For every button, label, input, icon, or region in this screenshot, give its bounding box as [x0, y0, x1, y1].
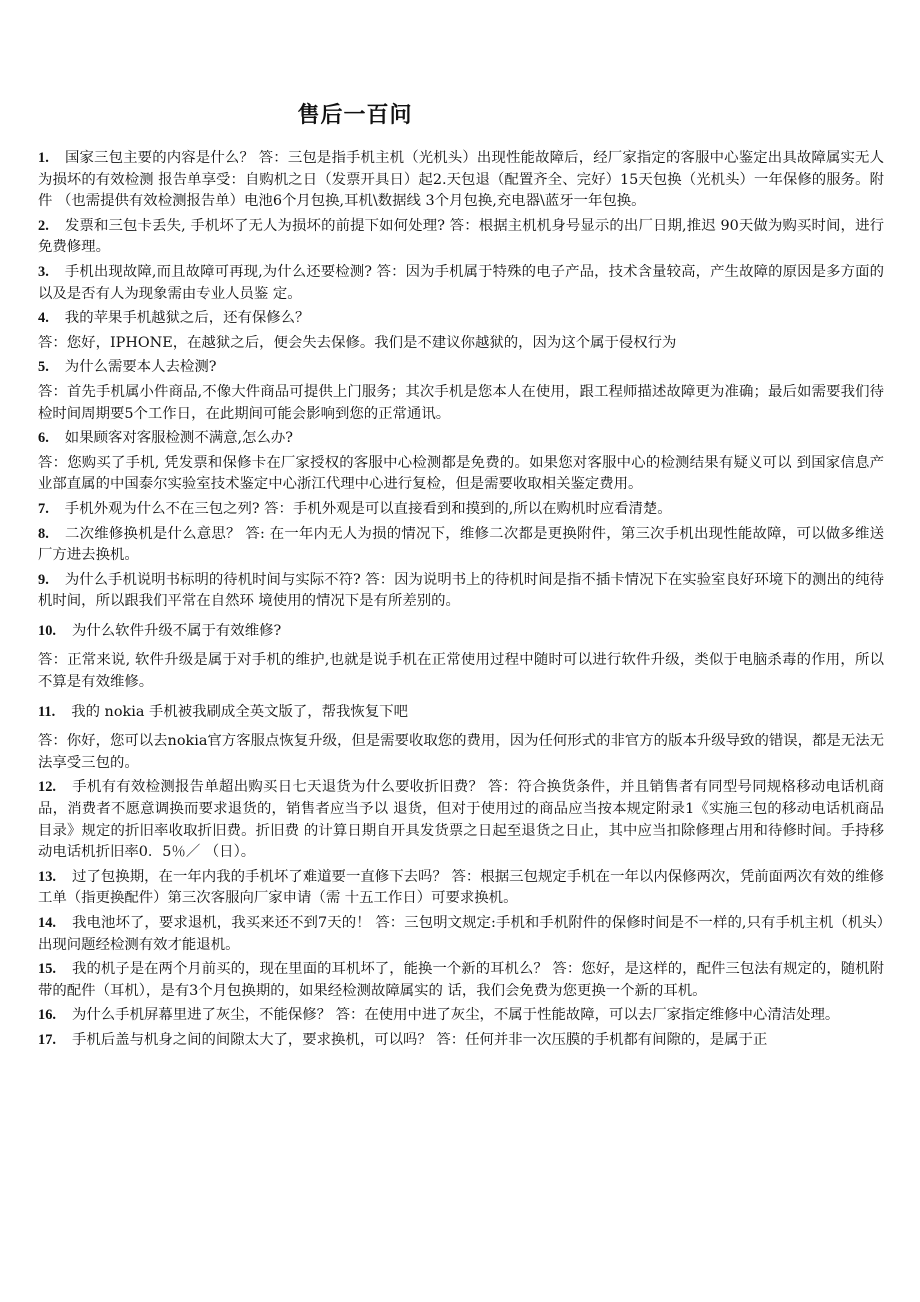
paragraph — [38, 357, 884, 379]
paragraph-text: 二次维修换机是什么意思？ 答: 在一年内无人为损的情况下，维修二次都是更换附件，第三次手机出现性能故障，可以做多维送厂方进去换机。 — [38, 525, 884, 564]
item-number: 8. — [38, 525, 49, 542]
paragraph — [38, 216, 884, 259]
paragraph — [38, 913, 884, 956]
paragraph — [38, 867, 884, 910]
paragraph — [38, 621, 884, 643]
item-number: 7. — [38, 500, 49, 517]
paragraph — [38, 959, 884, 1002]
paragraph — [38, 428, 884, 450]
item-number: 11. — [38, 703, 56, 720]
paragraph-text: 我的 nokia 手机被我刷成全英文版了，帮我恢复下吧 — [71, 703, 409, 720]
paragraph — [38, 499, 884, 521]
item-number: 13. — [38, 868, 56, 885]
paragraph — [38, 148, 884, 213]
item-number: 4. — [38, 310, 49, 327]
paragraph — [38, 262, 884, 305]
paragraph-text: 如果顾客对客服检测不满意,怎么办? — [64, 430, 293, 447]
item-number: 5. — [38, 359, 49, 376]
item-number: 10. — [38, 622, 56, 639]
paragraph — [38, 570, 884, 613]
paragraph-text: 为什么手机屏幕里进了灰尘，不能保修？ 答：在使用中进了灰尘，不属于性能故障，可以去厂家指定维修中心清洁处理。 — [72, 1007, 840, 1024]
paragraph — [38, 777, 884, 863]
item-number: 12. — [38, 779, 56, 796]
document-title: 售后一百问 — [297, 103, 413, 128]
answer-paragraph — [38, 731, 884, 774]
paragraph-text: 我的苹果手机越狱之后，还有保修么？ — [64, 310, 310, 327]
item-number: 14. — [38, 915, 56, 931]
paragraph-text: 过了包换期，在一年内我的手机坏了难道要一直修下去吗？ 答：根据三包规定手机在一年以内保修两次，凭前面两次有效的维修工单（指更换配件）第三次客服向厂家申请（需 十五工作日）可要求换机。 — [38, 868, 884, 907]
paragraph-text: 国家三包主要的内容是什么？ 答：三包是指手机主机（光机头）出现性能故障后，经厂家指定的客服中心鉴定出具故障属实无人为损坏的有效检测 报告单享受：自购机之日（发票开具日）起2.天包退（配置齐全、完好）15天包换（光机头）一年保修的服务。附件 （也需提供有效检测报告单）电池6个月包换,耳机\数据线 3个月包换,充电器\蓝牙一年包换。 — [38, 150, 884, 210]
paragraph — [38, 524, 884, 567]
paragraph-text: 手机有有效检测报告单超出购买日七天退货为什么要收折旧费？ 答：符合换货条件，并且销售者有同型号同规格移动电话机商品，消费者不愿意调换而要求退货的，销售者应当予以 退货，但对于使用过的商品应当按本规定附录1《实施三包的移动电话机商品目录》规定的折旧率收取折旧费。折旧费 的计算日期自开具发货票之日起至退货之日止，其中应当扣除修理占用和待修时间。手持移动电话机折旧率0．5％／ （日）。 — [38, 779, 884, 861]
paragraph-text: 发票和三包卡丢失, 手机坏了无人为损坏的前提下如何处理? 答：根据主机机身号显示的出厂日期,推迟 90天做为购买时间，进行免费修理。 — [38, 217, 884, 256]
paragraph-text: 答：您购买了手机, 凭发票和保修卡在厂家授权的客服中心检测都是免费的。如果您对客服中心的检测结果有疑义可以 到国家信息产业部直属的中国泰尔实验室技术鉴定中心浙江代理中心进行复检，但是需要收取相关鉴定费用。 — [38, 454, 884, 493]
paragraph-text: 答：您好，IPHONE，在越狱之后，便会失去保修。我们是不建议你越狱的，因为这个属于侵权行为 — [38, 334, 677, 351]
paragraph — [38, 1005, 884, 1027]
paragraph-text: 手机外观为什么不在三包之列? 答：手机外观是可以直接看到和摸到的,所以在购机时应看清楚。 — [64, 500, 672, 517]
item-number: 9. — [38, 571, 49, 588]
paragraph — [38, 702, 884, 724]
paragraph-text: 手机后盖与机身之间的间隙太大了，要求换机，可以吗？ 答：任何并非一次压膜的手机都有间隙的，是属于正 — [72, 1031, 768, 1048]
item-number: 17. — [38, 1031, 56, 1048]
document-body — [38, 148, 884, 1055]
answer-paragraph — [38, 382, 884, 425]
paragraph-text: 手机出现故障,而且故障可再现,为什么还要检测? 答：因为手机属于特殊的电子产品，技术含量较高，产生故障的原因是多方面的以及是否有人为现象需由专业人员鉴 定。 — [38, 263, 884, 302]
item-number: 16. — [38, 1007, 56, 1024]
item-number: 15. — [38, 961, 56, 978]
paragraph-text: 答：正常来说, 软件升级是属于对手机的维护,也就是说手机在正常使用过程中随时可以进行软件升级，类似于电脑杀毒的作用，所以不算是有效维修。 — [38, 652, 884, 691]
item-number: 6. — [38, 430, 49, 447]
paragraph-text: 答：首先手机属小件商品,不像大件商品可提供上门服务；其次手机是您本人在使用，跟工程师描述故障更为准确；最后如需要我们待检时间周期要5个工作日，在此期间可能会影响到您的正常通讯。 — [38, 383, 884, 422]
paragraph-text: 为什么软件升级不属于有效维修? — [72, 622, 282, 639]
paragraph-text: 我的机子是在两个月前买的，现在里面的耳机坏了，能换一个新的耳机么？ 答：您好，是这样的，配件三包法有规定的，随机附带的配件（耳机），是有3个月包换期的，如果经检测故障属实的 话，我们会免费为您更换一个新的耳机。 — [38, 961, 884, 999]
paragraph-text: 答：你好，您可以去nokia官方客服点恢复升级，但是需要收取您的费用，因为任何形式的非官方的版本升级导致的错误，都是无法无法享受三包的。 — [38, 733, 884, 771]
paragraph-text: 我电池坏了，要求退机，我买来还不到7天的！ 答：三包明文规定:手机和手机附件的保修时间是不一样的,只有手机主机（机头）出现问题经检测有效才能退机。 — [38, 915, 884, 953]
answer-paragraph — [38, 453, 884, 496]
answer-paragraph — [38, 333, 884, 355]
paragraph-text: 为什么手机说明书标明的待机时间与实际不符? 答：因为说明书上的待机时间是指不插卡情况下在实验室良好环境下的测出的纯待机时间，所以跟我们平常在自然环 境使用的情况下是有所差别的。 — [38, 571, 884, 610]
item-number: 2. — [38, 217, 49, 234]
paragraph-text: 为什么需要本人去检测? — [64, 359, 217, 376]
paragraph — [38, 1030, 884, 1052]
paragraph — [38, 308, 884, 330]
item-number: 1. — [38, 150, 49, 166]
item-number: 3. — [38, 263, 49, 280]
answer-paragraph — [38, 650, 884, 693]
